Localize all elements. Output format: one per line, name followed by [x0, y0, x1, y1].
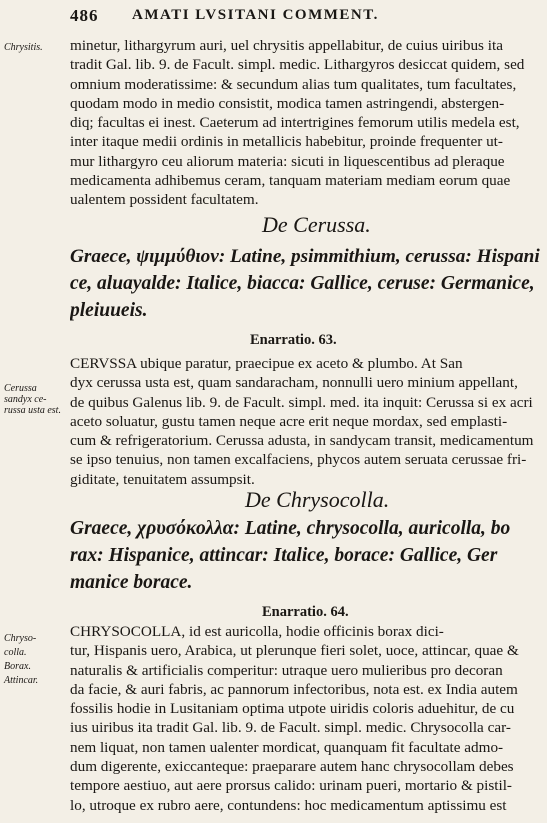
text-line: se ipso tenuius, non tamen excalfaciens, phycos autem seruata cerussae fri- — [70, 451, 527, 469]
names-line: pleiuueis. — [70, 300, 148, 321]
names-line: Graece, χρυσόκολλα: Latine, chrysocolla, auricolla, bo — [70, 518, 511, 539]
text-line: nem liquat, non tamen ualenter mordicat, quanquam fit facultate admo- — [70, 738, 504, 756]
enarratio-heading-64: Enarratio. 64. — [262, 604, 349, 620]
text-block-cerussa — [70, 354, 540, 489]
text-block-lithargyrum — [70, 36, 540, 210]
section-heading-chrysocolla: De Chrysocolla. — [245, 487, 390, 512]
names-line: Graece, ψιμμύθιον: Latine, psimmithium, cerussa: Hispani — [70, 246, 540, 267]
text-line: omnium moderatissime: & secundum alias tum qualitates, tum facultates, — [70, 75, 517, 93]
text-line: CHRYSOCOLLA, id est auricolla, hodie officinis borax dici- — [70, 623, 444, 640]
text-line: dyx cerussa usta est, quam sandaracham, nonnulli uero minium appellant, — [70, 374, 518, 392]
text-line: da facie, & auri fabris, ac pannorum infectoribus, nota est. ex India autem — [70, 680, 518, 698]
text-line: tempore aestiuo, aut aere prorsus calido: urinam pueri, mortario & pistil- — [70, 777, 512, 795]
text-line: inter itaque medii ordinis in metallicis habebitur, proinde frequenter ut- — [70, 133, 503, 151]
text-line: tur, Hispanis uero, Arabica, ut plerunque fieri solet, uoce, attincar, quae & — [70, 642, 519, 660]
section-heading-cerussa: De Cerussa. — [262, 212, 371, 237]
names-line: ce, aluayalde: Italice, biacca: Gallice, ceruse: Germanice, — [70, 273, 535, 294]
margin-note-chrysocolla: Chryso-colla. Borax. Attincar. — [4, 633, 39, 686]
text-line: aceto soluatur, gustu tamen neque acre erit neque mordax, sed emplasti- — [70, 412, 508, 430]
margin-note-chrysitis: Chrysitis. — [4, 42, 43, 53]
text-line: de quibus Galenus lib. 9. de Facult. simpl. med. ita inquit: Cerussa si ex acri — [70, 393, 533, 411]
page-header — [0, 6, 547, 26]
margin-note-cerussa: Cerussa sandyx ce-russa usta est. — [4, 383, 61, 416]
text-line: quodam modo in medio consistit, modica tamen astringendi, abstergen- — [70, 94, 505, 112]
text-line: ius uiribus ita tradit Gal. lib. 9. de Facult. simpl. medic. Chrysocolla car- — [70, 719, 511, 737]
text-line: dum digerente, exiccanteque: praeparare autem hanc chrysocollam debes — [70, 758, 514, 776]
text-line: mur lithargyro ceu aliorum materia: sicuti in liquescentibus ad pleraque — [70, 152, 505, 170]
text-line: ualentem possident facultatem. — [70, 191, 259, 209]
text-line: tradit Gal. lib. 9. de Facult. simpl. medic. Lithargyros desiccat quidem, sed — [70, 56, 525, 74]
names-line: manice borace. — [70, 572, 193, 593]
text-line: medicamenta adhibemus ceram, tanquam materiam mediam eorum quae — [70, 172, 511, 190]
page-number: 486 — [70, 6, 99, 25]
text-line: naturalis & artificialis comperitur: utraque uero mulieribus pro decoran — [70, 661, 503, 679]
text-line: minetur, lithargyrum auri, uel chrysitis appellabitur, de cuius uiribus ita — [70, 37, 503, 54]
text-line: giditate, tenuitatem assumpsit. — [70, 470, 255, 488]
running-title: AMATI LVSITANI COMMENT. — [132, 7, 379, 23]
names-block-chrysocolla — [70, 515, 540, 596]
text-block-chrysocolla — [70, 622, 540, 815]
text-line: CERVSSA ubique paratur, praecipue ex aceto & plumbo. At San — [70, 355, 463, 372]
text-line: fossilis hodie in Lusitaniam optima utpote uiridis coloris aduehitur, de cu — [70, 700, 515, 718]
text-line: cum & refrigeratorium. Cerussa adusta, in sandycam transit, medicamentum — [70, 432, 534, 450]
text-line: diq; facultas ei inest. Caeterum ad intertrigines femorum utilis medela est, — [70, 114, 520, 132]
text-line: lo, utroque ex rubro aere, contundens: hoc medicamentum aptissimu est — [70, 796, 507, 814]
names-line: rax: Hispanice, attincar: Italice, borace: Gallice, Ger — [70, 545, 498, 566]
enarratio-heading-63: Enarratio. 63. — [250, 332, 337, 348]
names-block-cerussa — [70, 243, 540, 324]
